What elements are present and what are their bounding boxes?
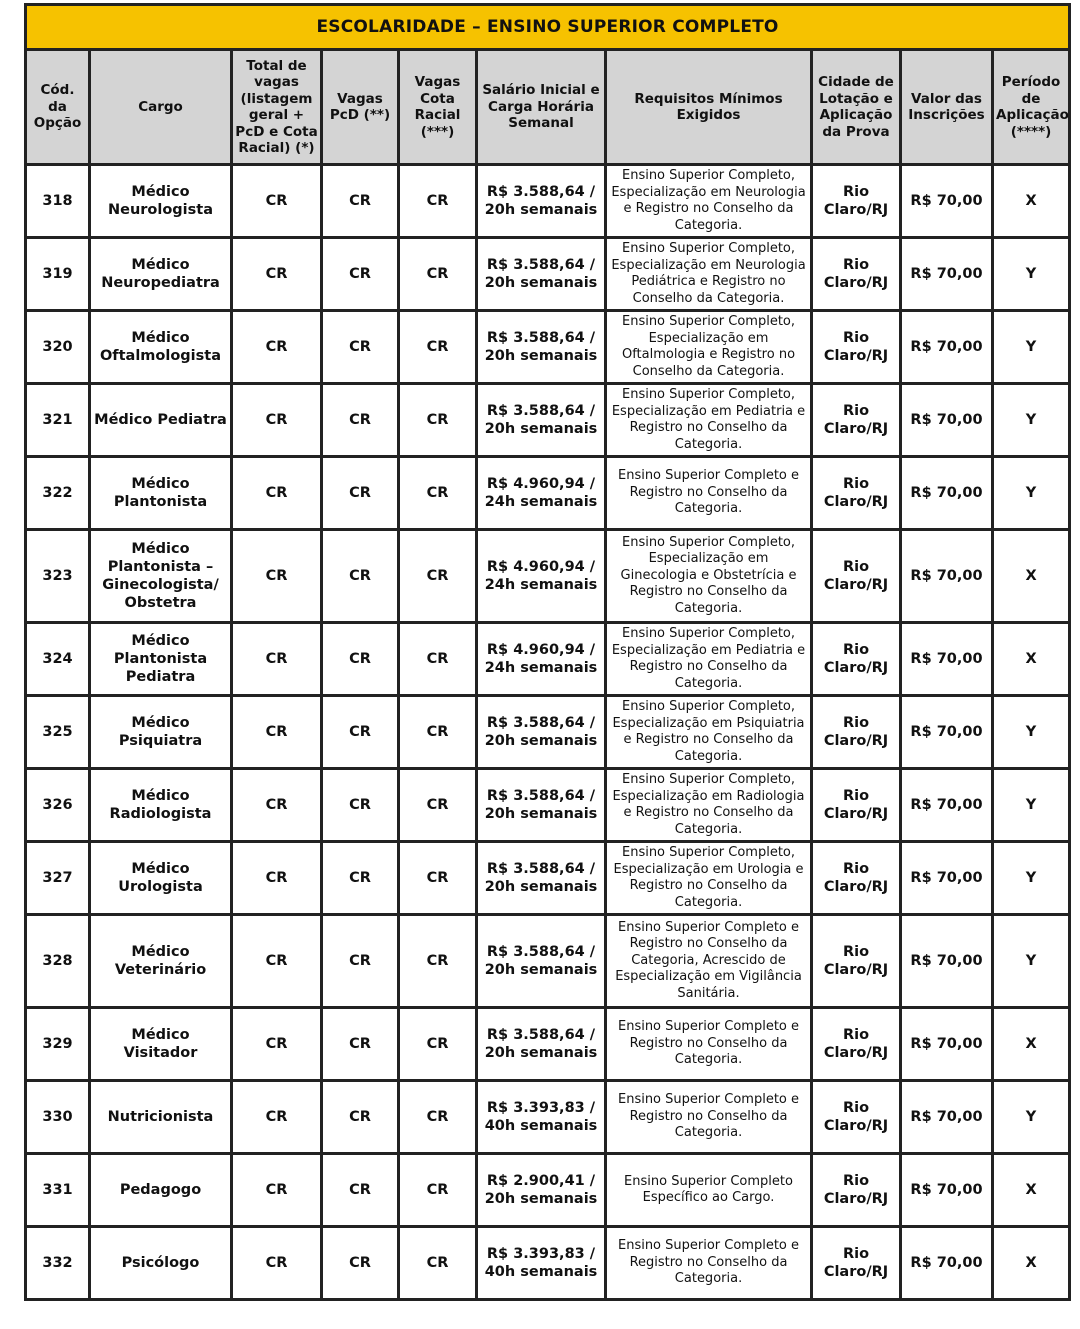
cell-cidade: Rio Claro/RJ (812, 769, 901, 842)
cell-requisitos: Ensino Superior Completo, Especialização em Pediatria e Registro no Conselho da Categoria. (606, 623, 812, 696)
cell-valor-inscricoes: R$ 70,00 (901, 457, 993, 530)
cell-vagas-pcd: CR (322, 769, 399, 842)
table-row (26, 1081, 1070, 1154)
header-periodo: Período de Aplicação (****) (993, 50, 1070, 165)
cell-total-vagas: CR (232, 1008, 322, 1081)
cell-valor-inscricoes: R$ 70,00 (901, 842, 993, 915)
cell-vagas-pcd: CR (322, 165, 399, 238)
cell-salario: R$ 3.588,64 / 20h semanais (477, 696, 606, 769)
cell-salario: R$ 3.588,64 / 20h semanais (477, 311, 606, 384)
cell-valor-inscricoes: R$ 70,00 (901, 165, 993, 238)
cell-codigo: 325 (26, 696, 90, 769)
cell-total-vagas: CR (232, 769, 322, 842)
cell-salario: R$ 3.588,64 / 20h semanais (477, 915, 606, 1008)
cell-vagas-cota-racial: CR (399, 311, 477, 384)
cell-codigo: 322 (26, 457, 90, 530)
cell-salario: R$ 3.588,64 / 20h semanais (477, 384, 606, 457)
document-page (24, 3, 1068, 1301)
cell-cidade: Rio Claro/RJ (812, 842, 901, 915)
cell-periodo: X (993, 623, 1070, 696)
cell-vagas-pcd: CR (322, 530, 399, 623)
cell-valor-inscricoes: R$ 70,00 (901, 623, 993, 696)
cell-valor-inscricoes: R$ 70,00 (901, 915, 993, 1008)
header-requisitos: Requisitos Mínimos Exigidos (606, 50, 812, 165)
cell-vagas-cota-racial: CR (399, 1154, 477, 1227)
cell-vagas-pcd: CR (322, 915, 399, 1008)
table-title: ESCOLARIDADE – ENSINO SUPERIOR COMPLETO (26, 5, 1070, 50)
cell-salario: R$ 4.960,94 / 24h semanais (477, 623, 606, 696)
table-row (26, 623, 1070, 696)
cell-cidade: Rio Claro/RJ (812, 530, 901, 623)
table-row (26, 238, 1070, 311)
table-row (26, 1008, 1070, 1081)
cell-vagas-pcd: CR (322, 696, 399, 769)
cell-vagas-cota-racial: CR (399, 530, 477, 623)
cell-cidade: Rio Claro/RJ (812, 915, 901, 1008)
cell-cargo: Médico Visitador (90, 1008, 232, 1081)
cell-vagas-pcd: CR (322, 842, 399, 915)
cell-vagas-cota-racial: CR (399, 696, 477, 769)
cell-vagas-pcd: CR (322, 1081, 399, 1154)
table-row (26, 769, 1070, 842)
header-vagas-pcd: Vagas PcD (**) (322, 50, 399, 165)
cell-requisitos: Ensino Superior Completo, Especialização em Urologia e Registro no Conselho da Categoria. (606, 842, 812, 915)
cell-periodo: Y (993, 842, 1070, 915)
cell-cidade: Rio Claro/RJ (812, 696, 901, 769)
cell-codigo: 321 (26, 384, 90, 457)
cell-cidade: Rio Claro/RJ (812, 238, 901, 311)
cell-requisitos: Ensino Superior Completo e Registro no Conselho da Categoria. (606, 457, 812, 530)
cell-cargo: Psicólogo (90, 1227, 232, 1300)
header-cidade: Cidade de Lotação e Aplicação da Prova (812, 50, 901, 165)
cell-requisitos: Ensino Superior Completo, Especialização em Radiologia e Registro no Conselho da Categoria. (606, 769, 812, 842)
cell-salario: R$ 3.393,83 / 40h semanais (477, 1227, 606, 1300)
cell-requisitos: Ensino Superior Completo, Especialização em Ginecologia e Obstetrícia e Registro no Conselho da Categoria. (606, 530, 812, 623)
cell-vagas-cota-racial: CR (399, 1008, 477, 1081)
cell-codigo: 327 (26, 842, 90, 915)
cell-salario: R$ 3.588,64 / 20h semanais (477, 165, 606, 238)
cell-cidade: Rio Claro/RJ (812, 384, 901, 457)
cell-valor-inscricoes: R$ 70,00 (901, 384, 993, 457)
table-row (26, 384, 1070, 457)
cell-cargo: Médico Neurologista (90, 165, 232, 238)
cell-codigo: 318 (26, 165, 90, 238)
cell-cidade: Rio Claro/RJ (812, 1227, 901, 1300)
cell-salario: R$ 3.588,64 / 20h semanais (477, 842, 606, 915)
cell-total-vagas: CR (232, 1081, 322, 1154)
cell-requisitos: Ensino Superior Completo e Registro no Conselho da Categoria, Acrescido de Especialização em Vigilância Sanitária. (606, 915, 812, 1008)
cell-vagas-pcd: CR (322, 311, 399, 384)
table-row (26, 1154, 1070, 1227)
cell-periodo: Y (993, 769, 1070, 842)
cell-requisitos: Ensino Superior Completo e Registro no Conselho da Categoria. (606, 1227, 812, 1300)
cell-valor-inscricoes: R$ 70,00 (901, 1008, 993, 1081)
cell-periodo: Y (993, 696, 1070, 769)
cell-periodo: X (993, 165, 1070, 238)
cell-vagas-cota-racial: CR (399, 457, 477, 530)
table-row (26, 530, 1070, 623)
table-body (26, 165, 1070, 1300)
cell-cidade: Rio Claro/RJ (812, 1081, 901, 1154)
cell-codigo: 332 (26, 1227, 90, 1300)
table-row (26, 311, 1070, 384)
cell-periodo: X (993, 1008, 1070, 1081)
cell-valor-inscricoes: R$ 70,00 (901, 696, 993, 769)
header-valor-inscricoes: Valor das Inscrições (901, 50, 993, 165)
cell-cargo: Médico Plantonista – Ginecologista/ Obstetra (90, 530, 232, 623)
cell-valor-inscricoes: R$ 70,00 (901, 311, 993, 384)
table-row (26, 842, 1070, 915)
cell-total-vagas: CR (232, 457, 322, 530)
cell-vagas-pcd: CR (322, 384, 399, 457)
header-vagas-cota-racial: Vagas Cota Racial (***) (399, 50, 477, 165)
table-row (26, 457, 1070, 530)
cell-cidade: Rio Claro/RJ (812, 165, 901, 238)
cell-vagas-cota-racial: CR (399, 384, 477, 457)
cell-cidade: Rio Claro/RJ (812, 623, 901, 696)
cell-vagas-cota-racial: CR (399, 842, 477, 915)
cell-periodo: Y (993, 915, 1070, 1008)
table-row (26, 696, 1070, 769)
cell-cidade: Rio Claro/RJ (812, 311, 901, 384)
header-row (26, 50, 1070, 165)
cell-cargo: Médico Oftalmologista (90, 311, 232, 384)
cell-cargo: Médico Neuropediatra (90, 238, 232, 311)
cell-cargo: Médico Plantonista (90, 457, 232, 530)
cell-vagas-pcd: CR (322, 238, 399, 311)
cell-vagas-pcd: CR (322, 1227, 399, 1300)
cell-vagas-cota-racial: CR (399, 1081, 477, 1154)
cell-cidade: Rio Claro/RJ (812, 1008, 901, 1081)
cell-vagas-pcd: CR (322, 623, 399, 696)
cell-requisitos: Ensino Superior Completo e Registro no Conselho da Categoria. (606, 1008, 812, 1081)
cell-requisitos: Ensino Superior Completo, Especialização em Pediatria e Registro no Conselho da Categoria. (606, 384, 812, 457)
cell-valor-inscricoes: R$ 70,00 (901, 1081, 993, 1154)
cell-salario: R$ 3.588,64 / 20h semanais (477, 769, 606, 842)
vacancies-table (24, 3, 1071, 1301)
cell-salario: R$ 4.960,94 / 24h semanais (477, 457, 606, 530)
cell-vagas-cota-racial: CR (399, 623, 477, 696)
cell-valor-inscricoes: R$ 70,00 (901, 1154, 993, 1227)
cell-requisitos: Ensino Superior Completo, Especialização em Neurologia Pediátrica e Registro no Conselho da Categoria. (606, 238, 812, 311)
cell-requisitos: Ensino Superior Completo e Registro no Conselho da Categoria. (606, 1081, 812, 1154)
cell-vagas-pcd: CR (322, 457, 399, 530)
cell-valor-inscricoes: R$ 70,00 (901, 530, 993, 623)
cell-total-vagas: CR (232, 165, 322, 238)
cell-codigo: 319 (26, 238, 90, 311)
cell-periodo: Y (993, 238, 1070, 311)
cell-codigo: 323 (26, 530, 90, 623)
cell-salario: R$ 2.900,41 / 20h semanais (477, 1154, 606, 1227)
cell-cargo: Médico Pediatra (90, 384, 232, 457)
cell-requisitos: Ensino Superior Completo, Especialização em Neurologia e Registro no Conselho da Categoria. (606, 165, 812, 238)
cell-cidade: Rio Claro/RJ (812, 457, 901, 530)
cell-total-vagas: CR (232, 238, 322, 311)
cell-cargo: Médico Radiologista (90, 769, 232, 842)
cell-total-vagas: CR (232, 1227, 322, 1300)
cell-cargo: Médico Urologista (90, 842, 232, 915)
cell-valor-inscricoes: R$ 70,00 (901, 238, 993, 311)
cell-periodo: Y (993, 384, 1070, 457)
cell-valor-inscricoes: R$ 70,00 (901, 769, 993, 842)
cell-total-vagas: CR (232, 696, 322, 769)
cell-requisitos: Ensino Superior Completo Específico ao Cargo. (606, 1154, 812, 1227)
cell-periodo: Y (993, 311, 1070, 384)
cell-salario: R$ 3.588,64 / 20h semanais (477, 238, 606, 311)
cell-salario: R$ 4.960,94 / 24h semanais (477, 530, 606, 623)
cell-vagas-cota-racial: CR (399, 238, 477, 311)
table-row (26, 1227, 1070, 1300)
table-row (26, 165, 1070, 238)
cell-codigo: 330 (26, 1081, 90, 1154)
cell-valor-inscricoes: R$ 70,00 (901, 1227, 993, 1300)
cell-periodo: X (993, 1227, 1070, 1300)
cell-cargo: Nutricionista (90, 1081, 232, 1154)
cell-vagas-cota-racial: CR (399, 915, 477, 1008)
cell-periodo: Y (993, 457, 1070, 530)
cell-total-vagas: CR (232, 915, 322, 1008)
cell-periodo: X (993, 530, 1070, 623)
cell-codigo: 331 (26, 1154, 90, 1227)
header-codigo: Cód. da Opção (26, 50, 90, 165)
cell-periodo: X (993, 1154, 1070, 1227)
cell-cidade: Rio Claro/RJ (812, 1154, 901, 1227)
table-row (26, 915, 1070, 1008)
cell-total-vagas: CR (232, 384, 322, 457)
cell-vagas-pcd: CR (322, 1008, 399, 1081)
cell-codigo: 329 (26, 1008, 90, 1081)
cell-total-vagas: CR (232, 842, 322, 915)
header-cargo: Cargo (90, 50, 232, 165)
cell-codigo: 320 (26, 311, 90, 384)
cell-vagas-cota-racial: CR (399, 1227, 477, 1300)
cell-cargo: Médico Plantonista Pediatra (90, 623, 232, 696)
cell-total-vagas: CR (232, 530, 322, 623)
cell-codigo: 326 (26, 769, 90, 842)
cell-cargo: Pedagogo (90, 1154, 232, 1227)
cell-requisitos: Ensino Superior Completo, Especialização em Oftalmologia e Registro no Conselho da Categoria. (606, 311, 812, 384)
cell-codigo: 328 (26, 915, 90, 1008)
cell-vagas-cota-racial: CR (399, 769, 477, 842)
cell-codigo: 324 (26, 623, 90, 696)
cell-vagas-pcd: CR (322, 1154, 399, 1227)
cell-total-vagas: CR (232, 1154, 322, 1227)
cell-requisitos: Ensino Superior Completo, Especialização em Psiquiatria e Registro no Conselho da Categoria. (606, 696, 812, 769)
cell-vagas-cota-racial: CR (399, 165, 477, 238)
cell-salario: R$ 3.588,64 / 20h semanais (477, 1008, 606, 1081)
cell-cargo: Médico Veterinário (90, 915, 232, 1008)
cell-periodo: Y (993, 1081, 1070, 1154)
cell-salario: R$ 3.393,83 / 40h semanais (477, 1081, 606, 1154)
header-total-vagas: Total de vagas (listagem geral + PcD e Cota Racial) (*) (232, 50, 322, 165)
cell-cargo: Médico Psiquiatra (90, 696, 232, 769)
header-salario: Salário Inicial e Carga Horária Semanal (477, 50, 606, 165)
cell-total-vagas: CR (232, 311, 322, 384)
cell-total-vagas: CR (232, 623, 322, 696)
